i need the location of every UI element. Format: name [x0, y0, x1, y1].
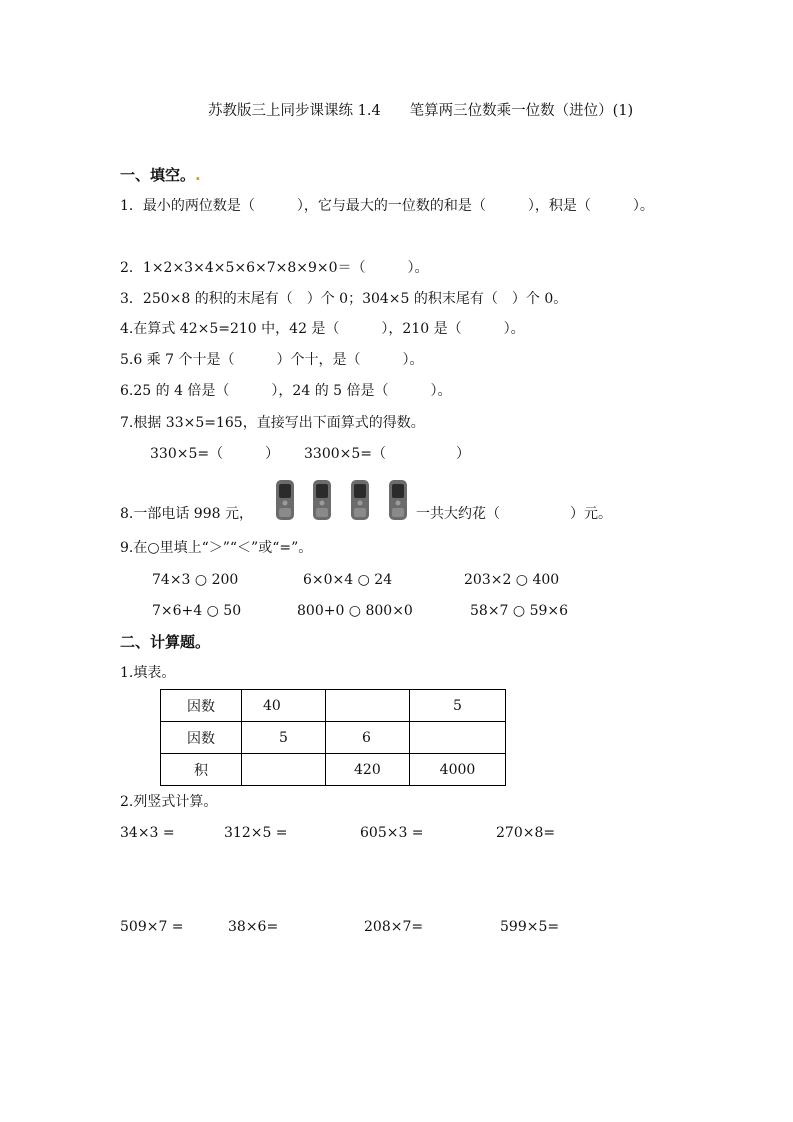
- table-cell: [410, 722, 506, 754]
- calc-item: 509×7 =: [120, 919, 184, 935]
- calc-1: 1.填表。: [120, 665, 176, 681]
- table-cell: [242, 754, 326, 786]
- section-1-heading: [120, 168, 201, 183]
- table-cell: [326, 690, 410, 722]
- question-2: 2．1×2×3×4×5×6×7×8×9×0＝（ ）。: [120, 260, 429, 276]
- question-4: 4.在算式 42×5=210 中，42 是（ ），210 是（ ）。: [120, 321, 525, 337]
- table-cell: 5: [242, 722, 326, 754]
- calc-item: 599×5=: [500, 919, 560, 935]
- question-7: 7.根据 33×5=165，直接写出下面算式的得数。: [120, 415, 425, 431]
- section-2-heading: 二、计算题。: [120, 633, 211, 651]
- table-cell: 5: [410, 690, 506, 722]
- question-8-before: 8.一部电话 998 元，: [120, 506, 253, 522]
- calc-item: 605×3 =: [360, 825, 424, 841]
- table-cell: 因数: [161, 690, 242, 722]
- phone-icon: [275, 479, 295, 521]
- fill-table: [160, 689, 506, 786]
- question-3: 3．250×8 的积的末尾有（ ）个 0；304×5 的积末尾有（ ）个 0。: [120, 291, 568, 307]
- calc-item: 208×7=: [364, 919, 424, 935]
- compare-item: 74×3 ○ 200: [152, 572, 239, 588]
- table-row: [161, 754, 506, 786]
- phone-icon: [312, 479, 332, 521]
- question-7-item-a: 330×5=（ ）: [150, 446, 280, 462]
- section-1-heading-text: 一、填空。: [120, 166, 196, 184]
- question-7-item-b: 3300×5=（ ）: [304, 446, 470, 462]
- compare-item: 800+0 ○ 800×0: [297, 603, 413, 619]
- question-8-after: 一共大约花（ ）元。: [416, 506, 612, 522]
- compare-item: 58×7 ○ 59×6: [470, 603, 569, 619]
- compare-item: 203×2 ○ 400: [464, 572, 560, 588]
- table-row: [161, 690, 506, 722]
- question-6: 6.25 的 4 倍是（ ），24 的 5 倍是（ ）。: [120, 383, 452, 399]
- question-9: 9.在○里填上“＞”“＜”或“=”。: [120, 540, 313, 556]
- table-cell: 4000: [410, 754, 506, 786]
- calc-item: 38×6=: [228, 919, 279, 935]
- compare-item: 6×0×4 ○ 24: [303, 572, 393, 588]
- calc-item: 270×8=: [496, 825, 556, 841]
- page-title: 苏教版三上同步课课练 1.4 笔算两三位数乘一位数（进位）(1): [208, 103, 634, 119]
- table-cell: 积: [161, 754, 242, 786]
- compare-item: 7×6+4 ○ 50: [152, 603, 242, 619]
- accent-dot: .: [195, 166, 201, 184]
- question-5: 5.6 乘 7 个十是（ ）个十，是（ ）。: [120, 352, 424, 368]
- calc-item: 312×5 =: [224, 825, 288, 841]
- table-cell: 6: [326, 722, 410, 754]
- calc-2: 2.列竖式计算。: [120, 794, 218, 810]
- table-cell: 40: [242, 690, 326, 722]
- table-cell: 因数: [161, 722, 242, 754]
- table-row: [161, 722, 506, 754]
- phone-icon: [388, 479, 408, 521]
- question-1: 1．最小的两位数是（ ），它与最大的一位数的和是（ ），积是（ ）。: [120, 198, 654, 214]
- phone-icon: [350, 479, 370, 521]
- table-cell: 420: [326, 754, 410, 786]
- calc-item: 34×3 =: [120, 825, 175, 841]
